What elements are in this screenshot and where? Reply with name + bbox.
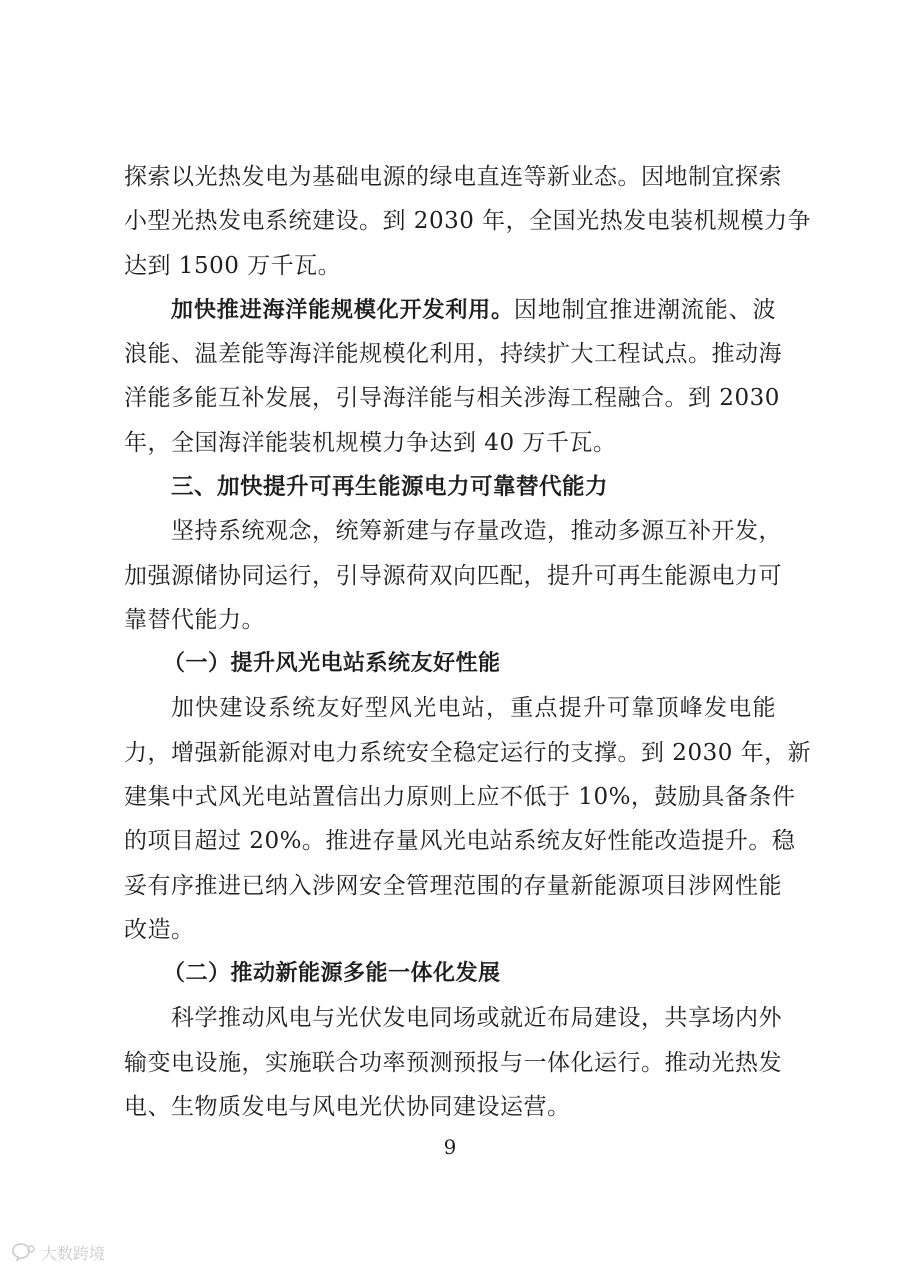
paragraph-3-line-2: 加强源储协同运行，引导源荷双向匹配，提升可再生能源电力可 [124,563,782,589]
paragraph-2-line-2: 浪能、温差能等海洋能规模化利用，持续扩大工程试点。推动海 [124,341,782,367]
paragraph-4-line-1: 加快建设系统友好型风光电站，重点提升可靠顶峰发电能 [171,695,776,721]
watermark [10,1240,105,1264]
paragraph-1-line-2: 小型光热发电系统建设。到 2030 年，全国光热发电装机规模力争 [124,208,812,234]
paragraph-1-line-1: 探索以光热发电为基础电源的绿电直连等新业态。因地制宜探索 [124,164,782,190]
chat-bubble-icon [10,1242,36,1262]
paragraph-2-line-4: 年，全国海洋能装机规模力争达到 40 万千瓦。 [124,430,617,456]
paragraph-2-line-3: 洋能多能互补发展，引导海洋能与相关涉海工程融合。到 2030 [124,385,780,411]
paragraph-5-line-2: 输变电设施，实施联合功率预测预报与一体化运行。推动光热发 [124,1050,782,1076]
paragraph-5-line-3: 电、生物质发电与风电光伏协同建设运营。 [124,1094,571,1120]
paragraph-3-line-3: 靠替代能力。 [124,607,265,633]
subsection-2-heading: （二）推动新能源多能一体化发展 [163,961,501,986]
paragraph-2-rest: 因地制宜推进潮流能、波 [513,297,776,323]
paragraph-4-line-3: 建集中式风光电站置信出力原则上应不低于 10%，鼓励具备条件 [124,784,796,810]
paragraph-2-line-1 [171,286,776,334]
paragraph-4-line-2: 力，增强新能源对电力系统安全稳定运行的支撑。到 2030 年，新 [124,740,812,766]
paragraph-2-lead: 加快推进海洋能规模化开发利用。 [171,298,514,323]
paragraph-4-line-6: 改造。 [124,917,195,943]
paragraph-4-line-5: 妥有序推进已纳入涉网安全管理范围的存量新能源项目涉网性能 [124,873,782,899]
page-number: 9 [443,1135,457,1159]
watermark-text: 大数跨境 [41,1243,106,1263]
paragraph-4-line-4: 的项目超过 20%。推进存量风光电站系统友好性能改造提升。稳 [124,828,796,854]
paragraph-5-line-1: 科学推动风电与光伏发电同场或就近布局建设，共享场内外 [171,1005,782,1031]
subsection-1-heading: （一）提升风光电站系统友好性能 [163,651,501,676]
section-3-heading: 三、加快提升可再生能源电力可靠替代能力 [171,474,609,500]
paragraph-3-line-1: 坚持系统观念，统筹新建与存量改造，推动多源互补开发， [171,518,782,544]
paragraph-1-line-3: 达到 1500 万千瓦。 [124,253,342,279]
